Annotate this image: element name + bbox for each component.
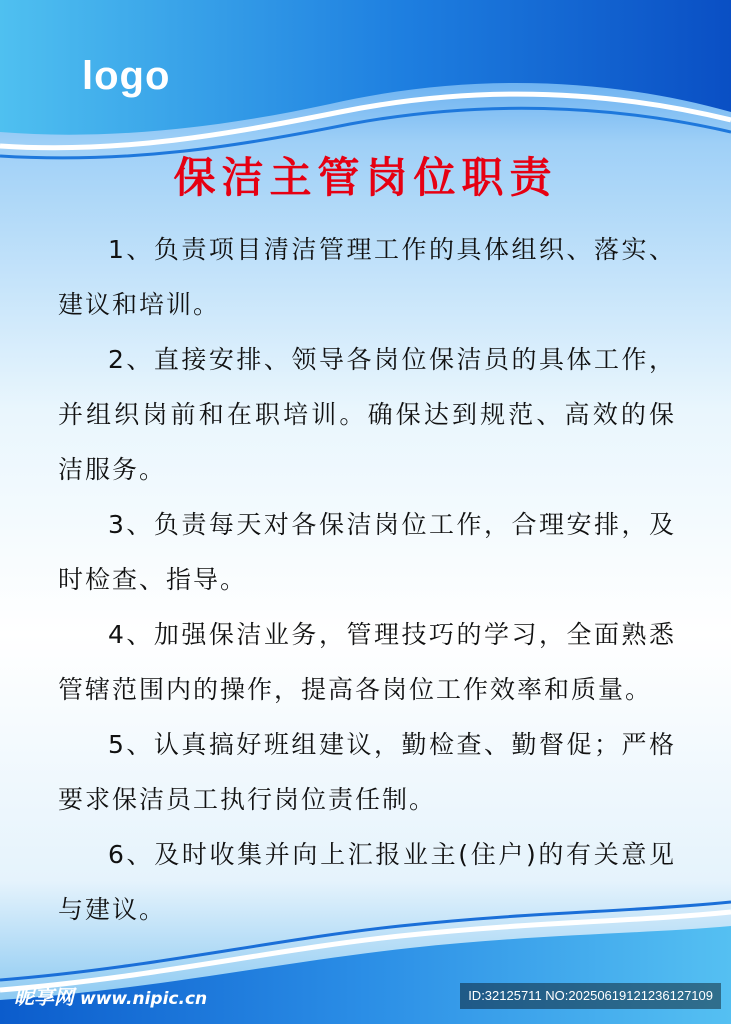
watermark-brand <box>14 984 207 1012</box>
watermark-id: ID:32125711 NO:20250619121236127109 <box>460 983 721 1009</box>
duty-item-3: 3、负责每天对各保洁岗位工作，合理安排，及时检查、指导。 <box>58 510 676 594</box>
duty-item-2: 2、直接安排、领导各岗位保洁员的具体工作，并组织岗前和在职培训。确保达到规范、高效的保洁服务。 <box>58 345 676 484</box>
duty-item-4: 4、加强保洁业务，管理技巧的学习，全面熟悉管辖范围内的操作，提高各岗位工作效率和质量。 <box>58 620 676 704</box>
duty-item-5: 5、认真搞好班组建议，勤检查、勤督促；严格要求保洁员工执行岗位责任制。 <box>58 730 676 814</box>
logo-text: logo <box>82 54 171 98</box>
watermark-site: www.nipic.cn <box>80 989 208 1009</box>
watermark-brand-name: 昵享网 <box>14 985 74 1009</box>
duty-list <box>58 222 676 937</box>
duty-item-1: 1、负责项目清洁管理工作的具体组织、落实、建议和培训。 <box>58 235 676 319</box>
page-title: 保洁主管岗位职责 <box>173 153 558 202</box>
duty-item-6: 6、及时收集并向上汇报业主(住户)的有关意见与建议。 <box>58 840 676 924</box>
